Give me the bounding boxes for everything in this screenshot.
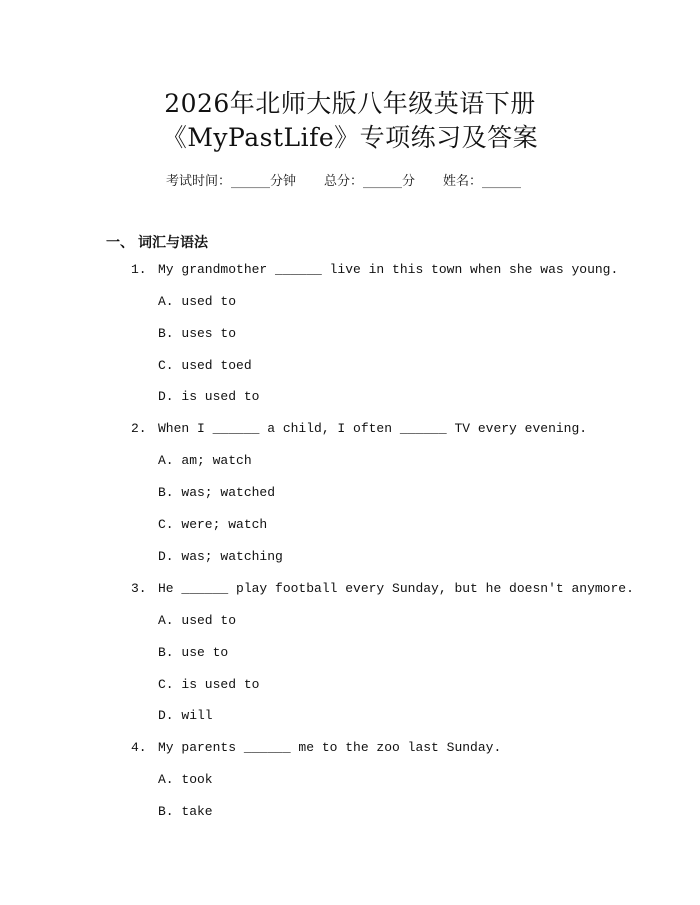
question-number: 2. <box>131 421 147 436</box>
answer-option: B. take <box>158 804 213 819</box>
answer-option: C. used toed <box>158 358 252 373</box>
answer-option: B. use to <box>158 645 229 660</box>
answer-option: A. used to <box>158 613 237 628</box>
document-title-line-1: 2026年北师大版八年级英语下册 <box>164 89 536 118</box>
exam-total-score: 总分：______分 <box>324 174 416 189</box>
answer-option: A. took <box>158 772 213 787</box>
question-number: 3. <box>131 581 147 596</box>
section-heading <box>106 232 208 252</box>
answer-option: B. was; watched <box>158 485 276 500</box>
exam-info <box>166 170 521 189</box>
answer-option: A. am; watch <box>158 453 252 468</box>
exam-time: 考试时间：______分钟 <box>166 174 297 189</box>
question-number: 1. <box>131 262 147 277</box>
question-text: He ______ play football every Sunday, but he doesn't anymore. <box>158 581 634 596</box>
section-number: 一、 <box>106 235 134 251</box>
answer-option: D. will <box>158 708 213 723</box>
answer-option: D. is used to <box>158 389 260 404</box>
answer-option: C. is used to <box>158 677 260 692</box>
answer-option: C. were; watch <box>158 517 268 532</box>
answer-option: A. used to <box>158 294 237 309</box>
answer-option: B. uses to <box>158 326 237 341</box>
question-text: When I ______ a child, I often ______ TV every evening. <box>158 421 588 436</box>
question-number: 4. <box>131 740 147 755</box>
question-text: My grandmother ______ live in this town when she was young. <box>158 262 619 277</box>
question-text: My parents ______ me to the zoo last Sunday. <box>158 740 502 755</box>
student-name: 姓名：______ <box>443 174 522 189</box>
answer-option: D. was; watching <box>158 549 283 564</box>
section-title: 词汇与语法 <box>138 235 208 251</box>
document-title-line-2: 《MyPastLife》专项练习及答案 <box>161 123 539 152</box>
